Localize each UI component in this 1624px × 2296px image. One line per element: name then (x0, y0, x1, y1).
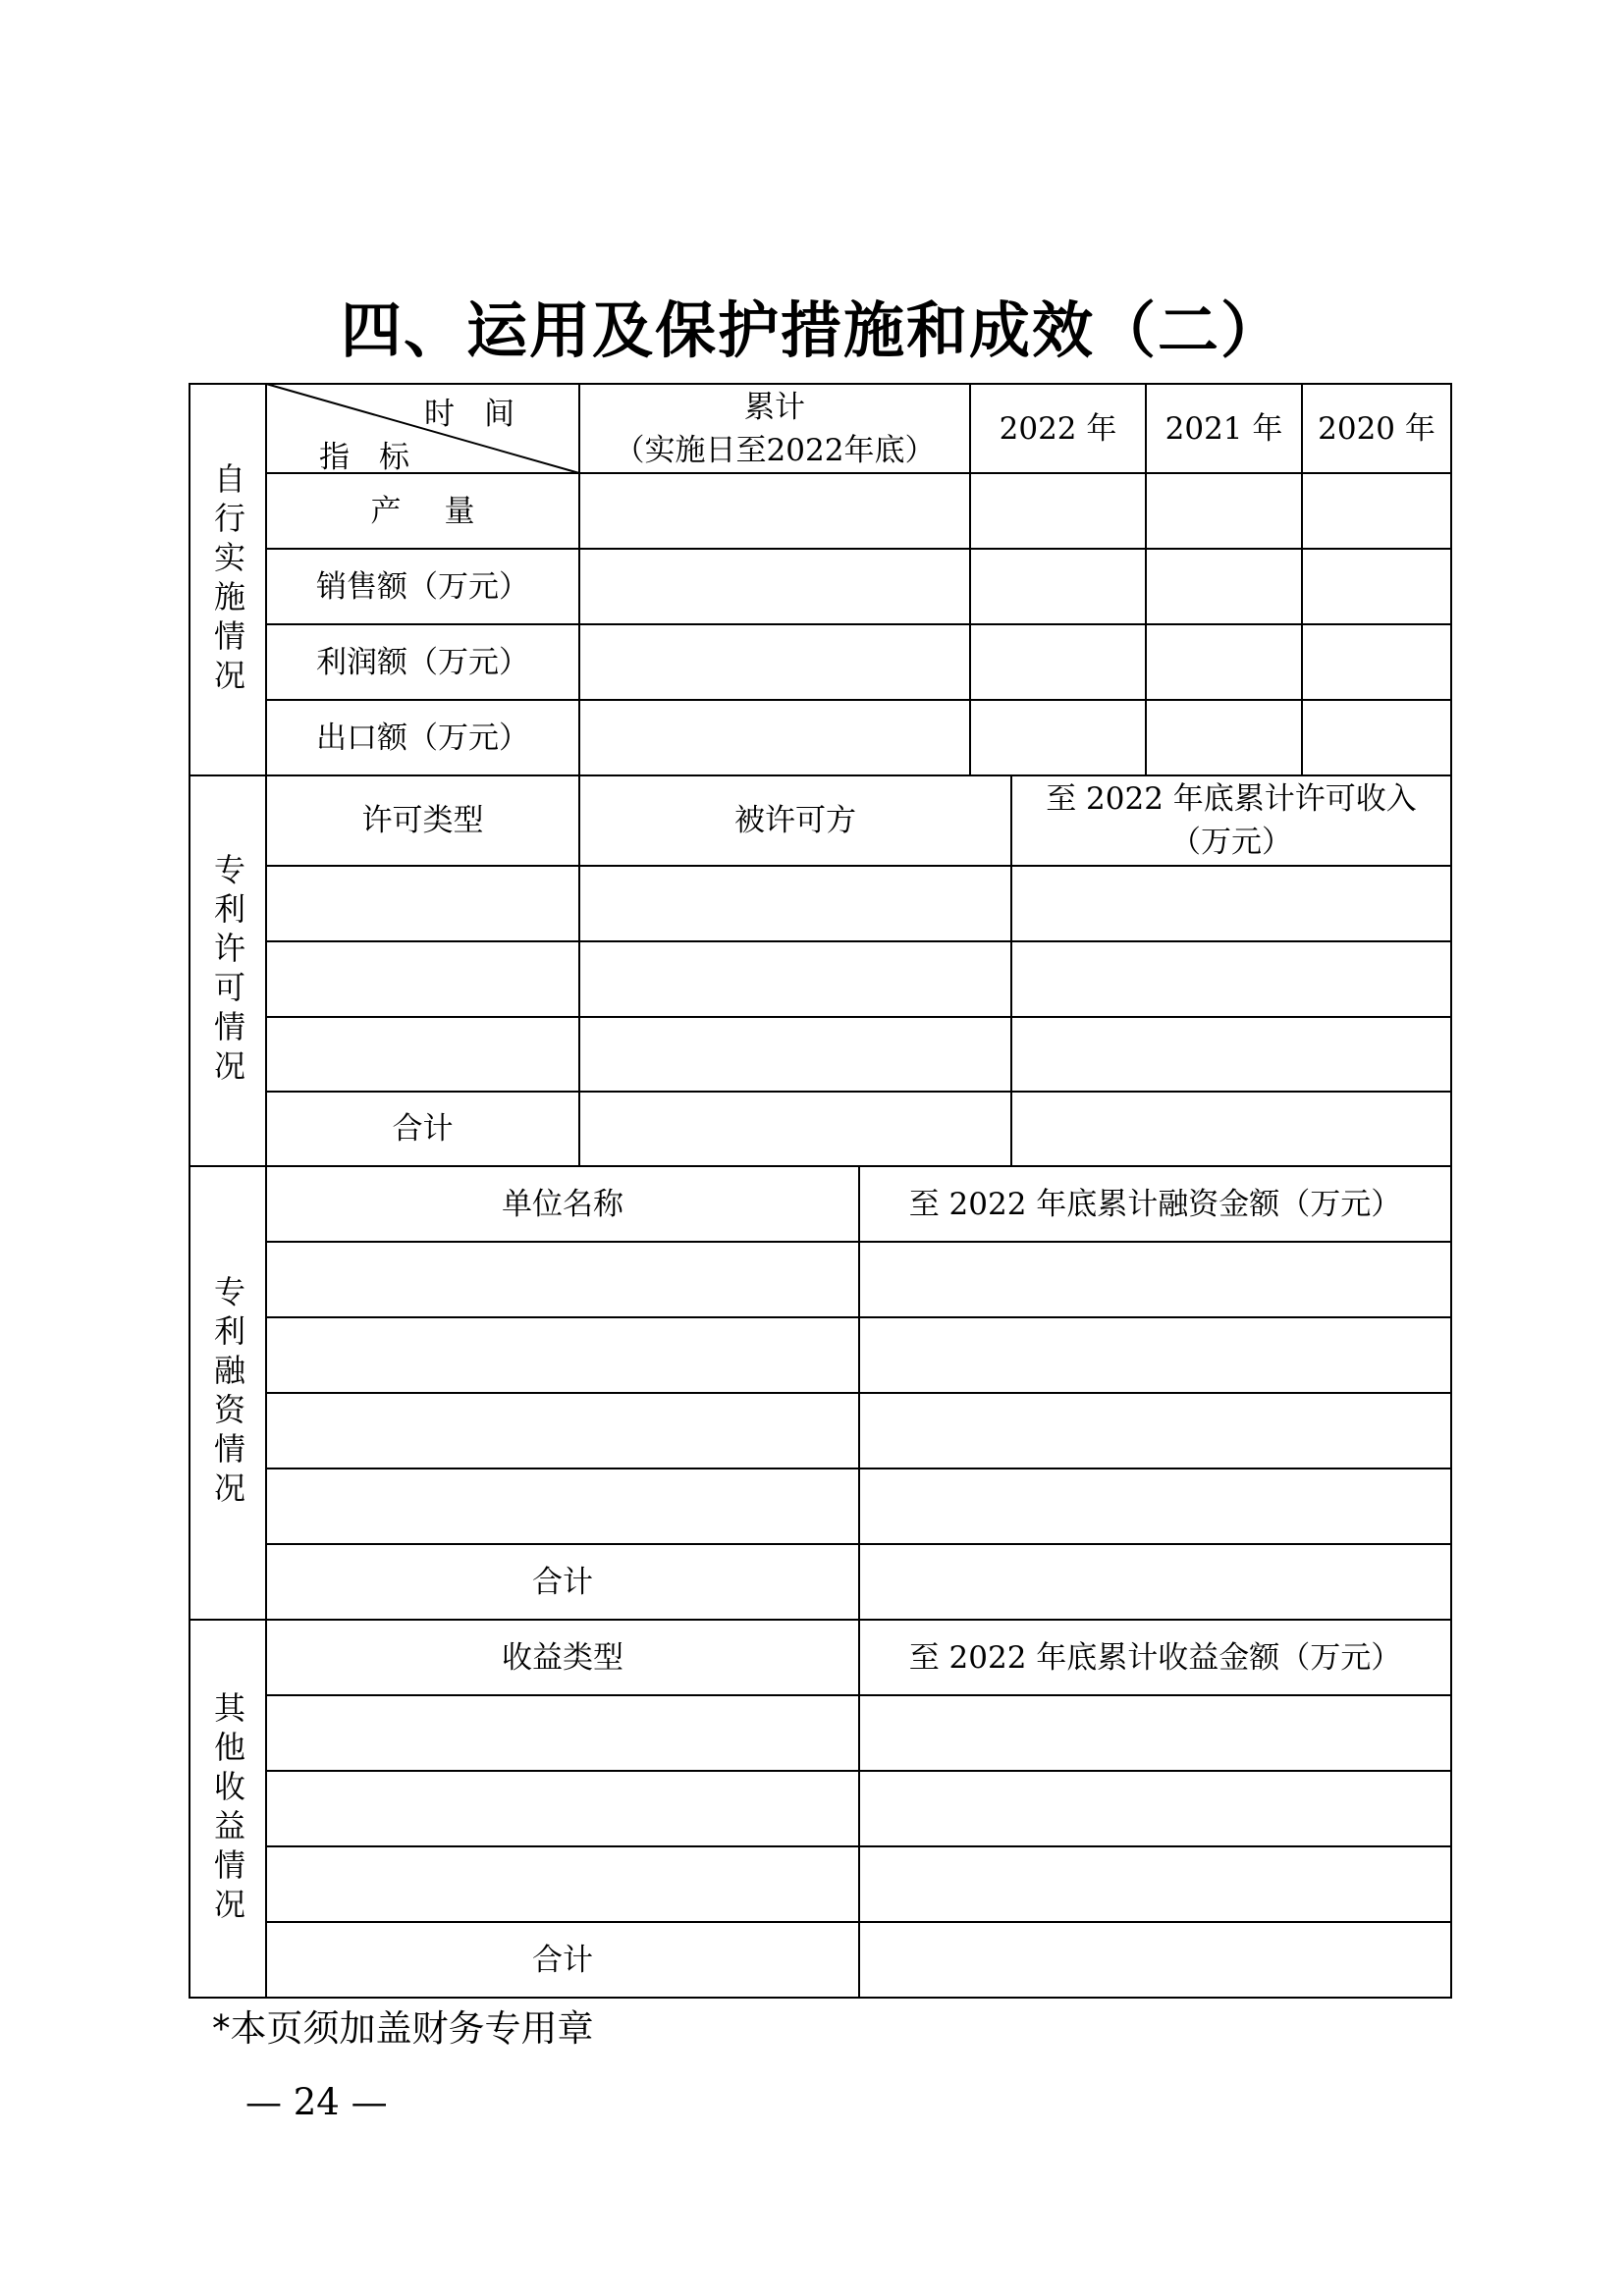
header-time-label: 时间 (424, 397, 544, 432)
footnote: *本页须加盖财务专用章 (212, 2007, 594, 2050)
financing-total-label: 合计 (532, 1564, 593, 1600)
header-income-amount: 至 2022 年底累计收益金额（万元） (908, 1639, 1402, 1676)
side-label-patent-license: 专利许可情况 (209, 853, 246, 1089)
header-entity-name: 单位名称 (502, 1186, 623, 1222)
row-label-export: 出口额（万元） (316, 720, 529, 756)
header-indicator-label: 指标 (319, 440, 439, 475)
row-label-profit: 利润额（万元） (316, 644, 529, 680)
header-financing-amount: 至 2022 年底累计融资金额（万元） (908, 1186, 1402, 1222)
header-year-2022: 2022 年 (999, 410, 1117, 447)
header-year-2021: 2021 年 (1164, 410, 1283, 447)
row-label-output: 产量 (370, 493, 518, 529)
header-year-2020: 2020 年 (1318, 410, 1435, 447)
page-number: — 24 — (245, 2081, 388, 2123)
header-cumulative-line2: （实施日至2022年底） (614, 432, 936, 468)
header-cumulative-line1: 累计 (744, 389, 805, 425)
header-cumulative (579, 384, 970, 473)
license-total-label: 合计 (392, 1111, 454, 1147)
side-label-self-implementation: 自行实施情况 (209, 461, 246, 698)
row-label-sales: 销售额（万元） (316, 568, 529, 605)
side-label-other-income: 其他收益情况 (209, 1690, 246, 1927)
page-title: 四、运用及保护措施和成效（二） (340, 294, 1283, 366)
header-license-income: 至 2022 年底累计许可收入（万元） (1046, 781, 1417, 860)
other-income-total-label: 合计 (532, 1942, 593, 1978)
header-license-type: 许可类型 (361, 803, 484, 838)
header-licensee: 被许可方 (734, 803, 856, 838)
side-label-patent-financing: 专利融资情况 (209, 1275, 246, 1511)
header-income-type: 收益类型 (502, 1639, 623, 1676)
